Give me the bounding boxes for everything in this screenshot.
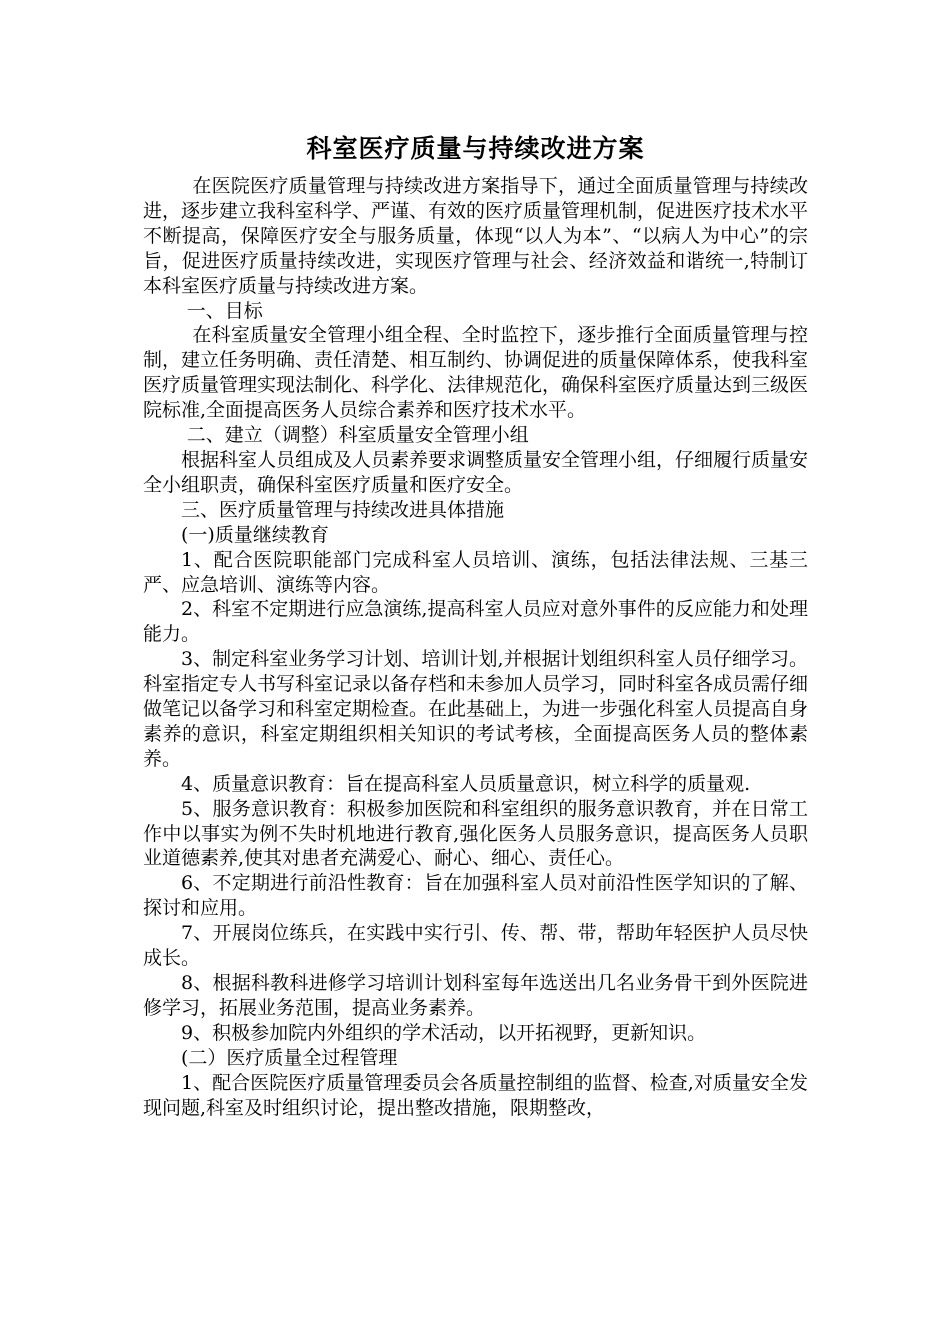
paragraph: (一)质量继续教育	[181, 523, 329, 546]
paragraph: 7、开展岗位练兵，在实践中实行引、传、帮、带，帮助年轻医护人员尽快成长。	[143, 922, 808, 970]
paragraph: 6、不定期进行前沿性教育：旨在加强科室人员对前沿性医学知识的了解、探讨和应用。	[143, 872, 808, 920]
paragraph: 4、质量意识教育：旨在提高科室人员质量意识，树立科学的质量观.	[181, 772, 751, 795]
paragraph: 2、科室不定期进行应急演练,提高科室人员应对意外事件的反应能力和处理能力。	[143, 598, 808, 646]
document-body	[143, 174, 808, 1120]
paragraph: 三、医疗质量管理与持续改进具体措施	[181, 498, 505, 521]
paragraph: 3、制定科室业务学习计划、培训计划,并根据计划组织科室人员仔细学习。科室指定专人书写科室记录以备存档和未参加人员学习，同时科室各成员需仔细做笔记以备学习和科室定期检查。在此基础上，为进一步强化科室人员提高自身素养的意识，科室定期组织相关知识的考试考核，全面提高医务人员的整体素养。	[143, 648, 809, 770]
paragraph: 1、配合医院医疗质量管理委员会各质量控制组的监督、检查,对质量安全发现问题,科室及时组织讨论，提出整改措施，限期整改，	[143, 1071, 808, 1119]
paragraph: 5、服务意识教育：积极参加医院和科室组织的服务意识教育，并在日常工作中以事实为例不失时机地进行教育,强化医务人员服务意识，提高医务人员职业道德素养,使其对患者充满爱心、耐心、细心、责任心。	[143, 797, 808, 870]
document-title: 科室医疗质量与持续改进方案	[306, 134, 645, 163]
paragraph: 在科室质量安全管理小组全程、全时监控下，逐步推行全面质量管理与控制，建立任务明确、责任清楚、相互制约、协调促进的质量保障体系，使我科室医疗质量管理实现法制化、科学化、法律规范化，确保科室医疗质量达到三级医院标准,全面提高医务人员综合素养和医疗技术水平。	[143, 324, 809, 422]
paragraph: 在医院医疗质量管理与持续改进方案指导下，通过全面质量管理与持续改进，逐步建立我科室科学、严谨、有效的医疗质量管理机制，促进医疗技术水平不断提高，保障医疗安全与服务质量，体现“以人为本”、“以病人为中心”的宗旨，促进医疗质量持续改进，实现医疗管理与社会、经济效益和谐统一,特制订本科室医疗质量与持续改进方案。	[143, 175, 809, 297]
paragraph: 二、建立（调整）科室质量安全管理小组	[186, 424, 529, 447]
paragraph: 8、根据科教科进修学习培训计划科室每年选送出几名业务骨干到外医院进修学习，拓展业务范围，提高业务素养。	[143, 972, 808, 1019]
paragraph: 9、积极参加院内外组织的学术活动，以开拓视野，更新知识。	[181, 1021, 707, 1044]
paragraph: 根据科室人员组成及人员素养要求调整质量安全管理小组，仔细履行质量安全小组职责，确保科室医疗质量和医疗安全。	[143, 448, 809, 496]
paragraph: 1、配合医院职能部门完成科室人员培训、演练，包括法律法规、三基三严、应急培训、演练等内容。	[143, 548, 808, 596]
paragraph: 一、目标	[186, 299, 263, 322]
document-page	[143, 128, 808, 1120]
paragraph: (二）医疗质量全过程管理	[181, 1046, 398, 1069]
